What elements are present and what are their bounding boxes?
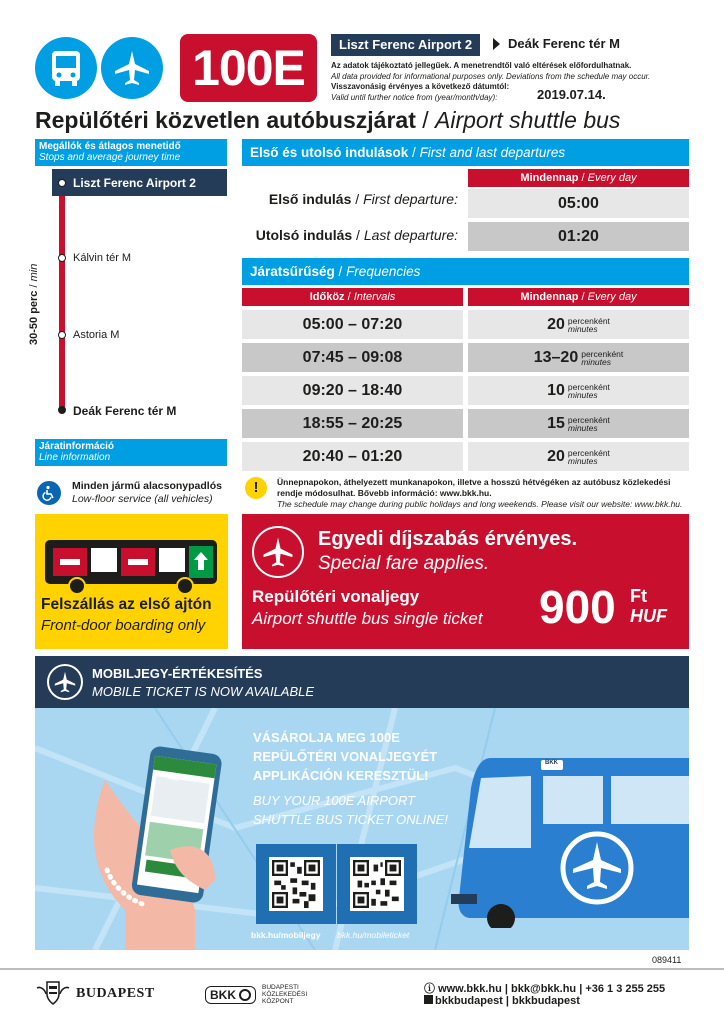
stops-title-hu: Megállók és átlagos menetidő [39, 141, 181, 152]
budapest-wordmark: BUDAPEST [76, 986, 155, 1001]
facebook-icon [424, 995, 433, 1004]
bkk-name-3: KÖZPONT [262, 998, 294, 1005]
last-departure-label: Utolsó indulás / Last departure: [255, 227, 458, 243]
notice-hu: Ünnepnapokon, áthelyezett munkanapokon, illetve a hosszú hétvégéken az autóbusz közlekedési rendje módosulhat. Bővebb információ: www.bkk.hu. [277, 477, 671, 498]
departures-title-hu: Első és utolsó indulások [250, 145, 409, 160]
link-mobiljegy[interactable]: bkk.hu/mobiljegy [251, 930, 321, 940]
journey-time: 30-50 perc / min [28, 263, 40, 345]
frequencies-title-hu: Járatsűrűség [250, 264, 335, 279]
stops-header [35, 139, 227, 166]
unit-en: minutes [567, 455, 598, 466]
header-notes [331, 61, 691, 103]
freq-every-day-en: Every day [587, 291, 637, 303]
frequency-minutes [468, 310, 689, 339]
bkk-name [262, 984, 307, 1005]
buy-text [253, 728, 448, 829]
bkk-name-2: KÖZLEKEDÉSI [262, 991, 308, 998]
frequency-unit [568, 383, 610, 399]
frequency-interval: 20:40 – 01:20 [242, 442, 463, 471]
frequency-interval: 09:20 – 18:40 [242, 376, 463, 405]
qr-code-hu[interactable] [256, 844, 336, 924]
airplane-icon [252, 526, 304, 578]
title-en: Airport shuttle bus [435, 107, 621, 133]
valid-date: 2019.07.14. [537, 87, 606, 102]
fare-title-en: Special fare applies. [318, 553, 490, 574]
page-title [35, 107, 620, 134]
boarding-hu: Felszállás az első ajtón [41, 596, 212, 613]
stop-kalvin: Kálvin tér M [73, 252, 132, 264]
stops-title-en: Stops and average journey time [39, 152, 181, 163]
low-floor-hu: Minden jármű alacsonypadlós [72, 480, 222, 492]
airplane-icon [101, 37, 163, 99]
link-mobileticket[interactable]: bkk.hu/mobileticket [337, 930, 410, 940]
intervals-col-header: Időköz / Intervals [242, 288, 463, 306]
ticket-en: Airport shuttle bus single ticket [252, 609, 483, 628]
unit-hu: percenként [567, 414, 610, 425]
unit-en: minutes [567, 323, 598, 334]
frequencies-header: Járatsűrűség / Frequencies [242, 258, 689, 285]
buy-hu-2: REPÜLŐTÉRI VONALJEGYÉT [253, 749, 438, 764]
unit-hu: percenként [567, 447, 610, 458]
bus-icon [35, 37, 97, 99]
frequencies-title-en: Frequencies [346, 264, 421, 279]
stop-dot [58, 254, 66, 262]
first-departure-time: 05:00 [468, 189, 689, 218]
frequency-unit [581, 350, 623, 366]
mobile-title-en: MOBILE TICKET IS NOW AVAILABLE [92, 684, 315, 699]
frequency-minutes [468, 442, 689, 471]
warning-icon: ! [245, 477, 267, 499]
frequency-value: 13–20 [533, 348, 579, 366]
boarding-panel [35, 514, 228, 649]
route-number-badge: 100E [180, 34, 317, 102]
frequency-col-header: Mindennap / Every day [468, 288, 689, 306]
unit-en: minutes [567, 422, 598, 433]
info-icon: ⓘ [424, 983, 439, 995]
freq-every-day-hu: Mindennap [520, 291, 579, 303]
buy-en-1: BUY YOUR 100E AIRPORT [253, 793, 416, 808]
frequency-minutes [468, 409, 689, 438]
frequency-unit [568, 449, 610, 465]
schedule-notice [277, 477, 689, 510]
social-text[interactable]: bkkbudapest | bkkbudapest [435, 995, 580, 1007]
footer-divider [0, 968, 724, 970]
buy-hu-1: VÁSÁROLJA MEG 100E [253, 730, 400, 745]
last-departure-time: 01:20 [468, 222, 689, 251]
fare-title-hu: Egyedi díjszabás érvényes. [318, 528, 578, 550]
frequency-value: 20 [547, 447, 565, 465]
boarding-en: Front-door boarding only [41, 617, 206, 634]
first-hu: Első indulás [268, 191, 352, 207]
frequency-interval: 05:00 – 07:20 [242, 310, 463, 339]
mobile-ticket-panel [35, 656, 689, 950]
notice-en: The schedule may change during public holidays and long weekends. Please visit our website: www.bkk.hu. [277, 499, 683, 509]
frequency-minutes [468, 343, 689, 372]
title-hu: Repülőtéri közvetlen autóbuszjárat [35, 107, 416, 133]
frequency-value: 20 [547, 315, 565, 333]
front-door-bus-icon [43, 538, 220, 596]
budapest-coat-of-arms-icon [35, 980, 71, 1006]
ticket-hu: Repülőtéri vonaljegy [252, 587, 420, 606]
low-floor-text [72, 480, 222, 506]
last-hu: Utolsó indulás [255, 227, 353, 243]
currency-en: HUF [630, 606, 667, 626]
stop-astoria: Astoria M [73, 329, 120, 341]
valid-en: Valid until further notice from (year/month/day): [331, 92, 498, 102]
journey-time-hu: 30-50 perc [28, 290, 40, 345]
mobile-title-hu: MOBILJEGY-ÉRTÉKESÍTÉS [92, 666, 263, 681]
departures-header: Első és utolsó indulások / First and last departures [242, 139, 689, 166]
frequency-value: 10 [547, 381, 565, 399]
low-floor-en: Low-floor service (all vehicles) [72, 493, 213, 505]
bus-illustration [451, 748, 689, 928]
frequency-interval: 07:45 – 09:08 [242, 343, 463, 372]
stop-dot [58, 179, 66, 187]
fare-price: 900 [539, 581, 616, 633]
qr-code-en[interactable] [337, 844, 417, 924]
stop-airport: Liszt Ferenc Airport 2 [73, 176, 196, 190]
line-info-header [35, 439, 227, 466]
contact-text[interactable]: www.bkk.hu | bkk@bkk.hu | +36 1 3 255 255 [438, 983, 666, 995]
departures-title-en: First and last departures [419, 145, 566, 160]
airplane-icon [47, 664, 83, 700]
stop-deak: Deák Ferenc tér M [73, 404, 177, 418]
every-day-en: Every day [587, 172, 637, 184]
journey-time-en: min [28, 263, 40, 282]
document-number: 089411 [652, 955, 682, 965]
unit-en: minutes [581, 356, 611, 367]
first-en: First departure: [363, 191, 458, 207]
last-en: Last departure: [363, 227, 458, 243]
unit-hu: percenként [581, 348, 624, 359]
line-info-title-en: Line information [39, 452, 111, 463]
bus-bkk-badge: BKK [545, 760, 558, 766]
frequency-value: 15 [547, 414, 565, 432]
phone-route-label: 100E [166, 775, 180, 783]
unit-hu: percenként [567, 381, 610, 392]
buy-en-2: SHUTTLE BUS TICKET ONLINE! [253, 812, 449, 827]
stop-dot [58, 406, 66, 414]
intervals-hu: Időköz [309, 291, 345, 303]
first-departure-label: Első indulás / First departure: [268, 191, 458, 207]
unit-en: minutes [567, 389, 598, 400]
note-en: All data provided for informational purposes only. Deviations from the schedule may occur. [331, 71, 651, 81]
phone-in-hand-illustration [85, 740, 235, 950]
frequency-interval: 18:55 – 20:25 [242, 409, 463, 438]
arrow-right-icon [493, 38, 500, 50]
bkk-circle-icon [239, 989, 251, 1001]
frequency-unit [568, 416, 610, 432]
origin-stop: Liszt Ferenc Airport 2 [331, 34, 480, 56]
mobile-ticket-header [35, 656, 689, 708]
stop-dot [58, 331, 66, 339]
valid-hu: Visszavonásig érvényes a következő dátumtól: [331, 82, 510, 91]
destination-stop: Deák Ferenc tér M [508, 36, 620, 51]
every-day-hu: Mindennap [520, 172, 579, 184]
contact-line [424, 980, 665, 996]
route-line [59, 184, 65, 410]
social-line [424, 995, 580, 1007]
departures-col-header: Mindennap / Every day [468, 169, 689, 187]
fare-panel [242, 514, 689, 649]
currency-hu: Ft [630, 586, 647, 606]
buy-hu-3: APPLIKÁCIÓN KERESZTÜL! [253, 768, 429, 783]
bkk-logo-text: BKK [210, 987, 236, 1002]
intervals-en: Intervals [353, 291, 396, 303]
title-separator: / [415, 107, 436, 133]
bkk-logo [205, 984, 307, 1005]
unit-hu: percenként [567, 315, 610, 326]
bkk-name-1: BUDAPESTI [262, 984, 299, 991]
frequency-unit [568, 317, 610, 333]
note-hu: Az adatok tájékoztató jellegűek. A menetrendtől való eltérések előfordulhatnak. [331, 61, 632, 70]
line-info-title-hu: Járatinformáció [39, 441, 115, 452]
frequency-minutes [468, 376, 689, 405]
wheelchair-icon [37, 481, 61, 505]
